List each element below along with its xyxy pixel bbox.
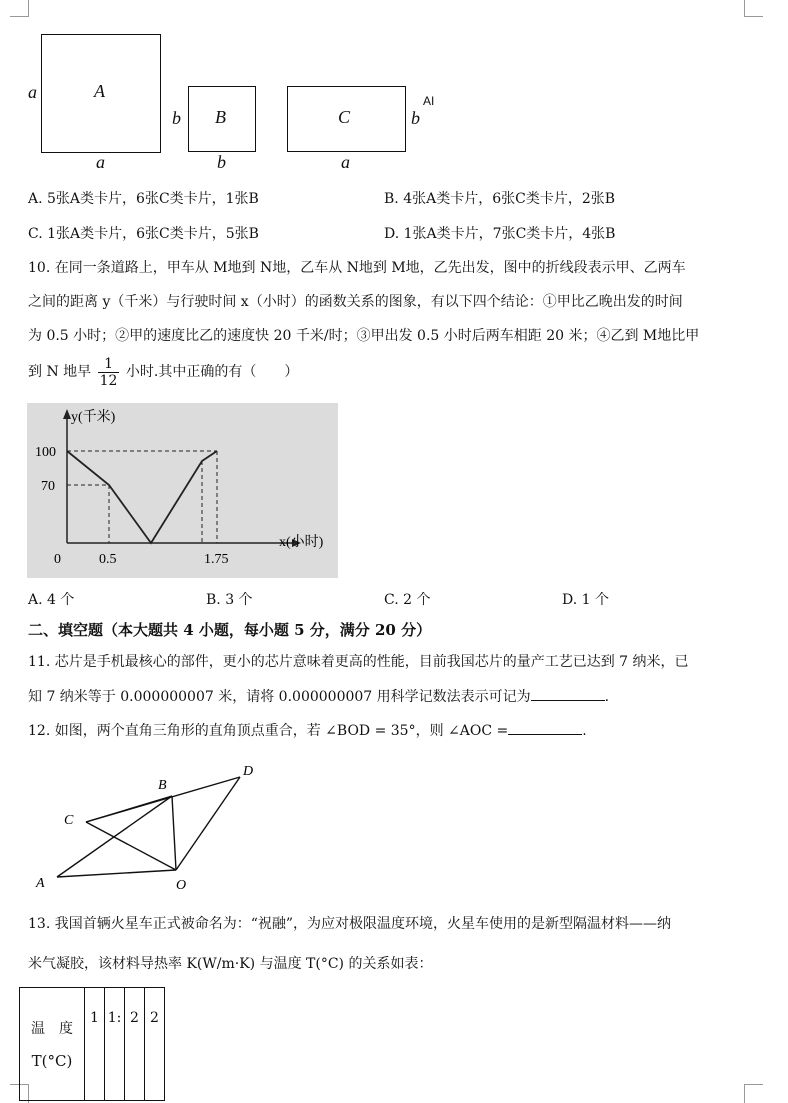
q9-option-d (384, 224, 615, 244)
origin-label: 0 (54, 552, 61, 567)
table-header-cell (20, 988, 85, 1101)
card-b-name: B (215, 107, 226, 127)
option-text: 5张A类卡片，6张C类卡片，1张B (47, 191, 259, 207)
card-b-bottom-label: b (217, 152, 226, 172)
q10-line-2: 之间的距离 y（千米）与行驶时间 x（小时）的函数关系的图象，有以下四个结论：①甲比乙晚出发的时间 (28, 294, 683, 310)
y-tick-100: 100 (35, 445, 56, 460)
graph-svg (27, 403, 338, 578)
x-axis-label: x(小时) (279, 535, 324, 550)
y-axis-label: y(千米) (71, 410, 116, 425)
option-text: 1张A类卡片，6张C类卡片，5张B (47, 226, 259, 242)
q10-line-1: 10. 在同一条道路上，甲车从 M地到 N地，乙车从 N地到 M地，乙先出发，图中的折线段表示甲、乙两车 (28, 260, 686, 276)
q11-line-1: 11. 芯片是手机最核心的部件，更小的芯片意味着更高的性能，目前我国芯片的量产工艺已达到 7 纳米，已 (28, 654, 689, 670)
distance-time-graph (27, 403, 338, 578)
card-a-bottom-label: a (96, 152, 105, 172)
q10-line-4 (28, 352, 298, 392)
q10-line-4-pre: 到 N 地早 (28, 364, 92, 380)
segment-co (86, 822, 176, 870)
point-d-label: D (243, 764, 254, 779)
q12-line-1-end: . (582, 723, 587, 739)
table-cell: 2 (145, 988, 165, 1101)
card-a-name: A (94, 81, 105, 101)
q13-line-2: 米气凝胶，该材料导热率 K(W/m·K) 与温度 T(°C) 的关系如表： (28, 956, 433, 972)
q10-option-a: A. 4 个 (28, 592, 75, 608)
q9-option-c (28, 224, 259, 244)
distance-polyline (67, 451, 217, 543)
x-tick-1-75: 1.75 (204, 552, 229, 567)
temperature-table (19, 987, 165, 1101)
segment-od (176, 777, 240, 870)
angle-figure (28, 760, 288, 900)
q11-line-2-end: . (604, 689, 610, 705)
table-cell: 2 (125, 988, 145, 1101)
option-text: 4张A类卡片，6张C类卡片，2张B (403, 191, 616, 207)
x-tick-0-5: 0.5 (99, 552, 117, 567)
option-text: 1张A类卡片，7张C类卡片，4张B (403, 226, 616, 242)
crop-mark-top-right (744, 0, 763, 17)
option-label: B. (384, 191, 399, 207)
q10-line-4-post: 小时.其中正确的有（ ） (125, 364, 299, 380)
table-header-line-1: 温 度 (31, 1021, 73, 1037)
answer-blank[interactable] (508, 720, 582, 735)
fraction (98, 356, 120, 389)
option-label: A. (28, 191, 43, 207)
segment-ao (57, 870, 176, 877)
section-title: 二、填空题（本大题共 4 小题，每小题 5 分，满分 20 分） (28, 621, 432, 639)
q12-line-1 (28, 720, 587, 741)
q10-option-c: C. 2 个 (384, 592, 431, 608)
table-header-line-2: T(°C) (31, 1052, 73, 1070)
point-b-label: B (158, 778, 167, 793)
q11-line-2-text: 知 7 纳米等于 0.000000007 米，请将 0.000000007 用科学记数法表示可记为 (28, 689, 531, 705)
q10-option-b: B. 3 个 (206, 592, 253, 608)
fraction-denominator: 12 (99, 372, 118, 389)
q9-option-b (384, 189, 615, 209)
q11-line-2 (28, 686, 609, 707)
point-a-label: A (36, 876, 45, 891)
q10-line-3: 为 0.5 小时；②甲的速度比乙的速度快 20 千米/时；③甲出发 0.5 小时后两车相距 20 米；④乙到 M地比甲 (28, 328, 700, 344)
card-b-side-label: b (172, 108, 181, 128)
y-tick-70: 70 (41, 479, 55, 494)
y-axis-arrow (63, 409, 71, 419)
ai-mark: AI (423, 94, 435, 108)
q13-line-1: 13. 我国首辆火星车正式被命名为：“祝融”，为应对极限温度环境，火星车使用的是新型隔温材料——纳 (28, 916, 672, 932)
table-cell: 1 (85, 988, 105, 1101)
card-c-bottom-label: a (341, 152, 350, 172)
crop-mark-bottom-right (744, 1084, 763, 1103)
table-cell: 1: (105, 988, 125, 1101)
q10-option-d: D. 1 个 (562, 592, 609, 608)
point-c-label: C (64, 813, 74, 828)
crop-mark-top-left (10, 0, 29, 17)
card-c-side-label: b (411, 108, 420, 128)
point-o-label: O (176, 878, 187, 893)
fraction-numerator: 1 (98, 356, 120, 373)
table-row (20, 988, 165, 1101)
option-label: C. (28, 226, 43, 242)
answer-blank[interactable] (531, 686, 605, 701)
segment-bo (172, 796, 176, 870)
card-a-side-label: a (28, 82, 37, 102)
q12-line-1-text: 12. 如图，两个直角三角形的直角顶点重合，若 ∠BOD = 35°，则 ∠AOC = (28, 723, 509, 739)
option-label: D. (384, 226, 400, 242)
card-c-name: C (338, 107, 351, 127)
q9-option-a (28, 189, 259, 209)
